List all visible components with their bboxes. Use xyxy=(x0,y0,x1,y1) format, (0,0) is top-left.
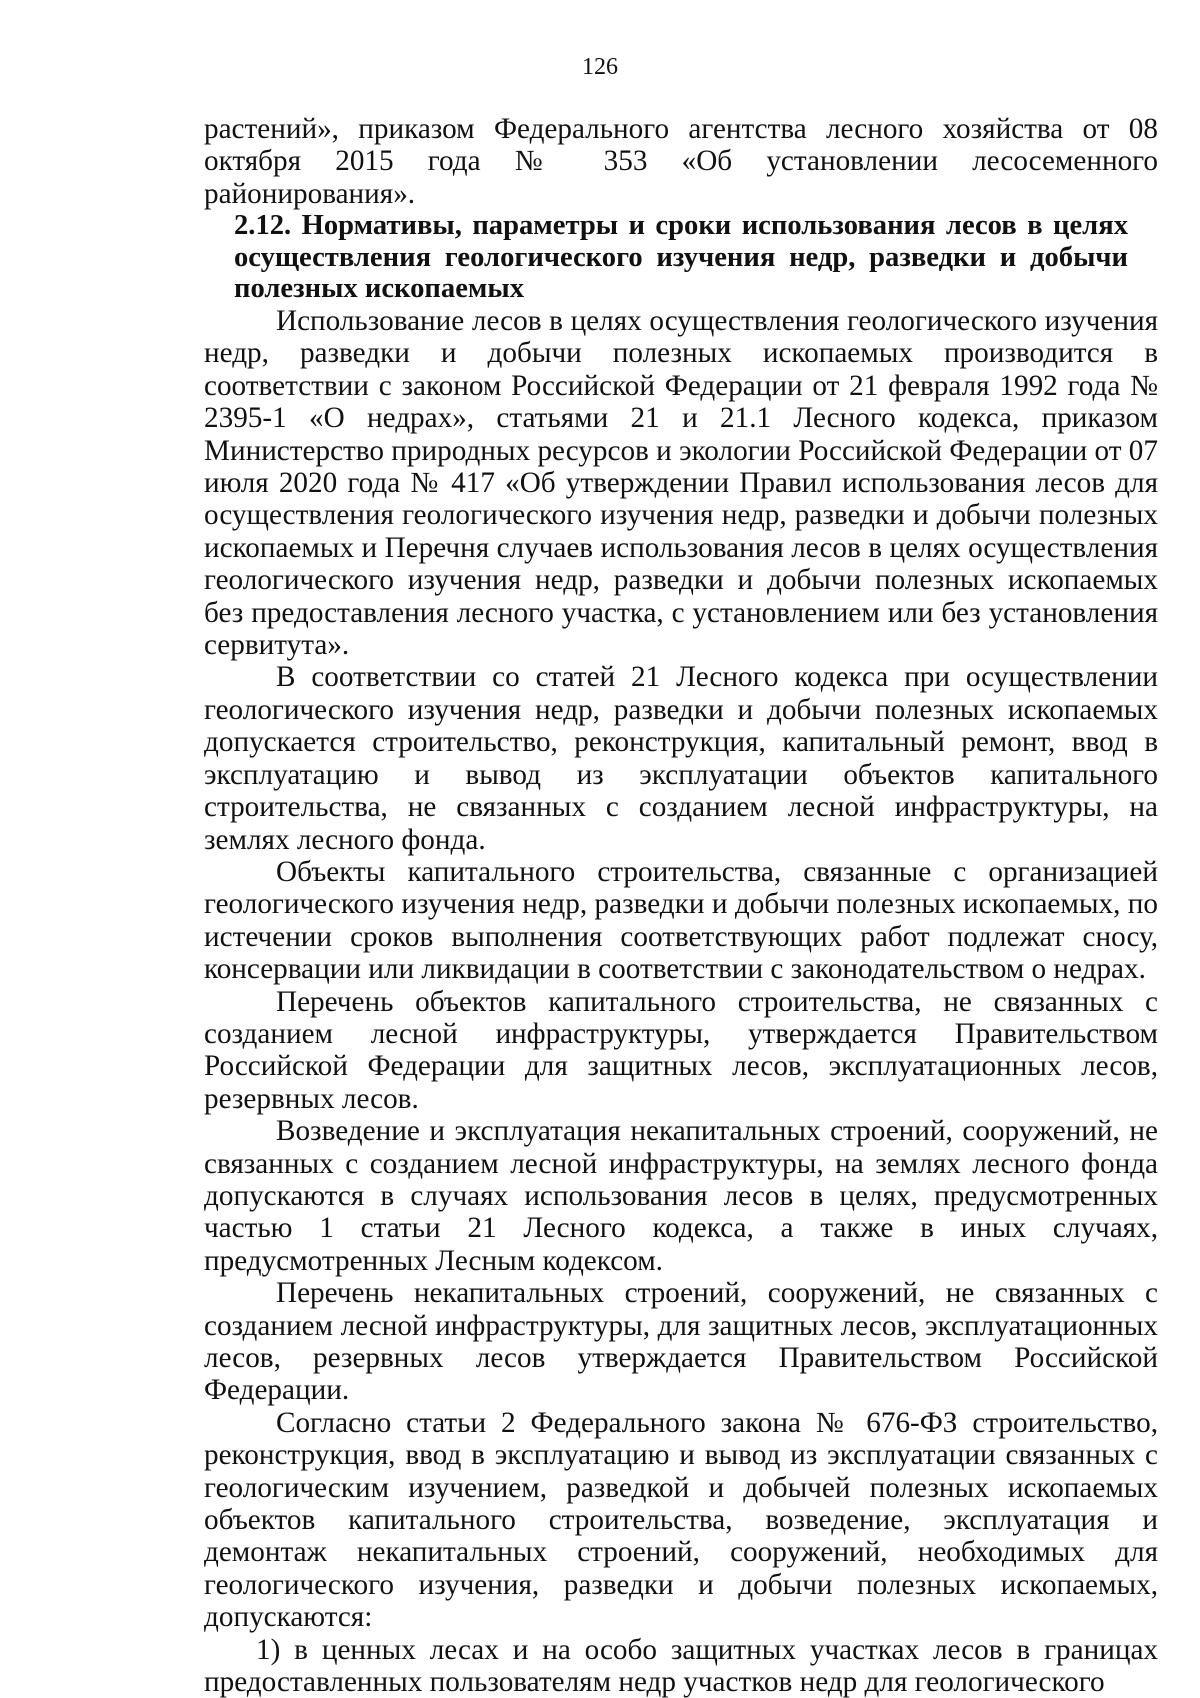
body-paragraph: Использование лесов в целях осуществления геологического изучения недр, разведки и добычи полезных ископаемых производится в соответствии с законом Российской Федерации от 21 февраля 1992 года № 2395-1 «О недрах», статьями 21 и 21.1 Лесного кодекса, приказом Министерство природных ресурсов и экологии Российской Федерации от 07 июля 2020 года № 417 «Об утверждении Правил использования лесов для осуществления геологического изучения недр, разведки и добычи полезных ископаемых и Перечня случаев использования лесов в целях осуществления геологического изучения недр, разведки и добычи полезных ископаемых без предоставления лесного участка, с установлением или без установления сервитута». xyxy=(204,305,1158,662)
section-heading: 2.12. Нормативы, параметры и сроки использования лесов в целях осуществления геологического изучения недр, разведки и добычи полезных ископаемых xyxy=(234,210,1128,305)
body-paragraph: Перечень некапитальных строений, сооружений, не связанных с созданием лесной инфраструктуры, для защитных лесов, эксплуатационных лесов, резервных лесов утверждается Правительством Российской Федерации. xyxy=(204,1277,1158,1407)
body-paragraph: В соответствии со статей 21 Лесного кодекса при осуществлении геологического изучения недр, разведки и добычи полезных ископаемых допускается строительство, реконструкция, капитальный ремонт, ввод в эксплуатацию и вывод из эксплуатации объектов капитального строительства, не связанных с созданием лесной инфраструктуры, на землях лесного фонда. xyxy=(204,661,1158,856)
list-item: 1) в ценных лесах и на особо защитных участках лесов в границах предоставленных пользователям недр участков недр для геологического xyxy=(204,1633,1158,1698)
body-paragraph: Согласно статьи 2 Федерального закона № 676-ФЗ строительство, реконструкция, ввод в эксплуатацию и вывод из эксплуатации связанных с геологическим изучением, разведкой и добычей полезных ископаемых объектов капитального строительства, возведение, эксплуатация и демонтаж некапитальных строений, сооружений, необходимых для геологического изучения, разведки и добычи полезных ископаемых, допускаются: xyxy=(204,1406,1158,1634)
intro-paragraph: растений», приказом Федерального агентства лесного хозяйства от 08 октября 2015 года № 353 «Об установлении лесосеменного районирования». xyxy=(204,113,1158,210)
body-paragraph: Возведение и эксплуатация некапитальных строений, сооружений, не связанных с созданием лесной инфраструктуры, на землях лесного фонда допускаются в случаях использования лесов в целях, предусмотренных частью 1 статьи 21 Лесного кодекса, а также в иных случаях, предусмотренных Лесным кодексом. xyxy=(204,1115,1158,1277)
body-paragraph: Перечень объектов капитального строительства, не связанных с созданием лесной инфраструктуры, утверждается Правительством Российской Федерации для защитных лесов, эксплуатационных лесов, резервных лесов. xyxy=(204,985,1158,1115)
body-paragraph: Объекты капитального строительства, связанные с организацией геологического изучения недр, разведки и добычи полезных ископаемых, по истечении сроков выполнения соответствующих работ подлежат сносу, консервации или ликвидации в соответствии с законодательством о недрах. xyxy=(204,855,1158,986)
document-body xyxy=(204,113,1158,1698)
page-number: 126 xyxy=(582,54,618,80)
